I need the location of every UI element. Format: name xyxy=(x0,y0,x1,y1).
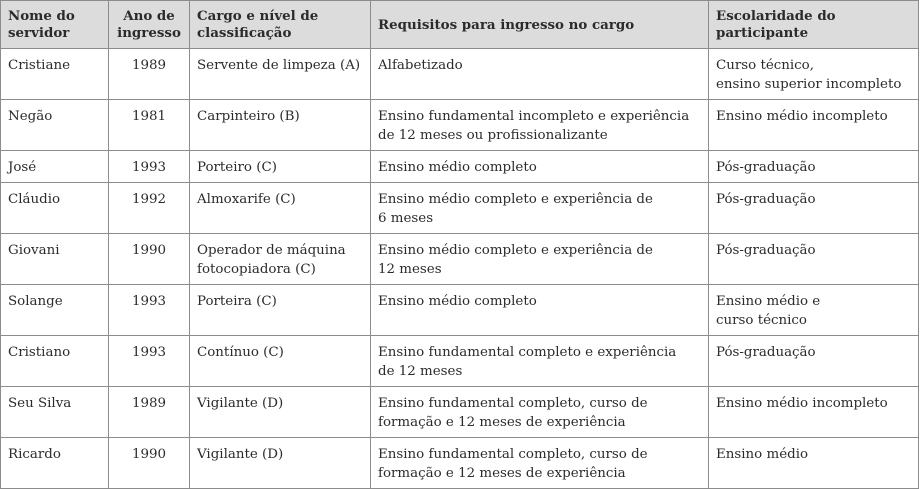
cell-ano: 1990 xyxy=(109,438,190,489)
cell-escolaridade: Pós-graduação xyxy=(709,151,919,183)
cell-ano: 1993 xyxy=(109,336,190,387)
cell-cargo: Vigilante (D) xyxy=(190,387,371,438)
table-row xyxy=(1,285,919,336)
table-row xyxy=(1,438,919,489)
cell-ano: 1990 xyxy=(109,234,190,285)
table-row xyxy=(1,387,919,438)
cell-nome: Cristiane xyxy=(1,49,109,100)
cell-escolaridade: Curso técnico, ensino superior incompleto xyxy=(709,49,919,100)
table-row xyxy=(1,151,919,183)
cell-ano: 1993 xyxy=(109,151,190,183)
cell-cargo: Vigilante (D) xyxy=(190,438,371,489)
cell-ano: 1989 xyxy=(109,49,190,100)
cell-requisitos: Ensino médio completo xyxy=(371,285,709,336)
header-cargo: Cargo e nível de classificação xyxy=(190,1,371,49)
cell-requisitos: Alfabetizado xyxy=(371,49,709,100)
cell-escolaridade: Ensino médio e curso técnico xyxy=(709,285,919,336)
cell-requisitos: Ensino fundamental completo, curso de formação e 12 meses de experiência xyxy=(371,387,709,438)
cell-nome: Ricardo xyxy=(1,438,109,489)
cell-requisitos: Ensino fundamental completo, curso de formação e 12 meses de experiência xyxy=(371,438,709,489)
cell-nome: Seu Silva xyxy=(1,387,109,438)
cell-escolaridade: Pós-graduação xyxy=(709,234,919,285)
cell-nome: Solange xyxy=(1,285,109,336)
table-row xyxy=(1,336,919,387)
cell-cargo: Contínuo (C) xyxy=(190,336,371,387)
cell-nome: José xyxy=(1,151,109,183)
cell-requisitos: Ensino fundamental incompleto e experiência de 12 meses ou profissionalizante xyxy=(371,100,709,151)
cell-nome: Cláudio xyxy=(1,183,109,234)
cell-cargo: Servente de limpeza (A) xyxy=(190,49,371,100)
cell-ano: 1981 xyxy=(109,100,190,151)
cell-ano: 1993 xyxy=(109,285,190,336)
header-requisitos: Requisitos para ingresso no cargo xyxy=(371,1,709,49)
cell-requisitos: Ensino médio completo xyxy=(371,151,709,183)
cell-cargo: Porteiro (C) xyxy=(190,151,371,183)
cell-escolaridade: Ensino médio incompleto xyxy=(709,387,919,438)
cell-requisitos: Ensino fundamental completo e experiência de 12 meses xyxy=(371,336,709,387)
cell-ano: 1989 xyxy=(109,387,190,438)
table-row xyxy=(1,100,919,151)
cell-cargo: Operador de máquina fotocopiadora (C) xyxy=(190,234,371,285)
cell-escolaridade: Pós-graduação xyxy=(709,183,919,234)
table-row xyxy=(1,183,919,234)
header-ano: Ano de ingresso xyxy=(109,1,190,49)
cell-requisitos: Ensino médio completo e experiência de 12 meses xyxy=(371,234,709,285)
cell-cargo: Porteira (C) xyxy=(190,285,371,336)
cell-escolaridade: Pós-graduação xyxy=(709,336,919,387)
cell-nome: Giovani xyxy=(1,234,109,285)
cell-requisitos: Ensino médio completo e experiência de 6 meses xyxy=(371,183,709,234)
cell-cargo: Almoxarife (C) xyxy=(190,183,371,234)
header-escolaridade: Escolaridade do participante xyxy=(709,1,919,49)
table-row xyxy=(1,49,919,100)
cell-cargo: Carpinteiro (B) xyxy=(190,100,371,151)
table-header-row xyxy=(1,1,919,49)
header-nome: Nome do servidor xyxy=(1,1,109,49)
cell-nome: Negão xyxy=(1,100,109,151)
cell-escolaridade: Ensino médio incompleto xyxy=(709,100,919,151)
table-row xyxy=(1,234,919,285)
cell-nome: Cristiano xyxy=(1,336,109,387)
cell-escolaridade: Ensino médio xyxy=(709,438,919,489)
cell-ano: 1992 xyxy=(109,183,190,234)
